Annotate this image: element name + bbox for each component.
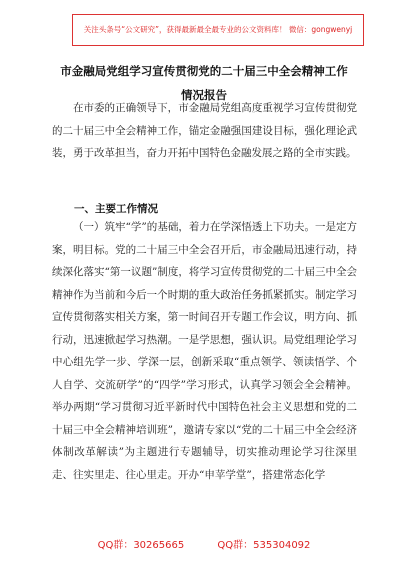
footer-contact [0,536,408,551]
qq-group-1: QQ群：30265665 [97,540,185,551]
intro-paragraph [52,97,357,165]
title-line-2: 情况报告 [181,88,227,102]
header-banner [72,14,364,46]
banner-text: 关注头条号“公文研究”，获得最新最全最专业的公文资料库！ 微信：gongwenyj [83,25,353,34]
title-line-1: 市金融局党组学习宣传贯彻党的二十届三中全会精神工作 [60,64,348,78]
section-heading: 一、主要工作情况 [74,203,158,215]
section-body-text: （一）筑牢“学”的基础，着力在学深悟透上下功夫。一是定方案，明目标。党的二十届三中全会召开后，市金融局迅速行动，持续深化落实“第一议题”制度，将学习宣传贯彻党的二十届三中全会精神作为当前和今后一个时期的重大政治任务抓紧抓实。制定学习宣传贯彻落实相关方案，第一时间召开专题工作会议，明方向、抓行动，迅速掀起学习热潮。一是学思想，强认识。局党组理论学习中心组先学一步、学深一层，创新采取“重点领学、领读悟学、个人自学、交流研学”的“四学”学习形式，认真学习领会全会精神。举办两期“学习贯彻习近平新时代中国特色社会主义思想和党的二十届三中全会精神培训班”，邀请专家以“党的二十届三中全会经济体制改革解读”为主题进行专题辅导，切实推动理论学习往深里走、往实里走、往心里走。开办“申苹学堂”，搭建常态化学 [52,221,357,481]
intro-text: 在市委的正确领导下，市金融局党组高度重视学习宣传贯彻党的二十届三中全会精神工作，锚定金融强国建设目标，强化理论武装，勇于改革担当，奋力开拓中国特色金融发展之路的全市实践。 [52,102,357,159]
section-body-paragraph [52,216,357,486]
qq-group-2: QQ群：535304092 [217,540,311,551]
